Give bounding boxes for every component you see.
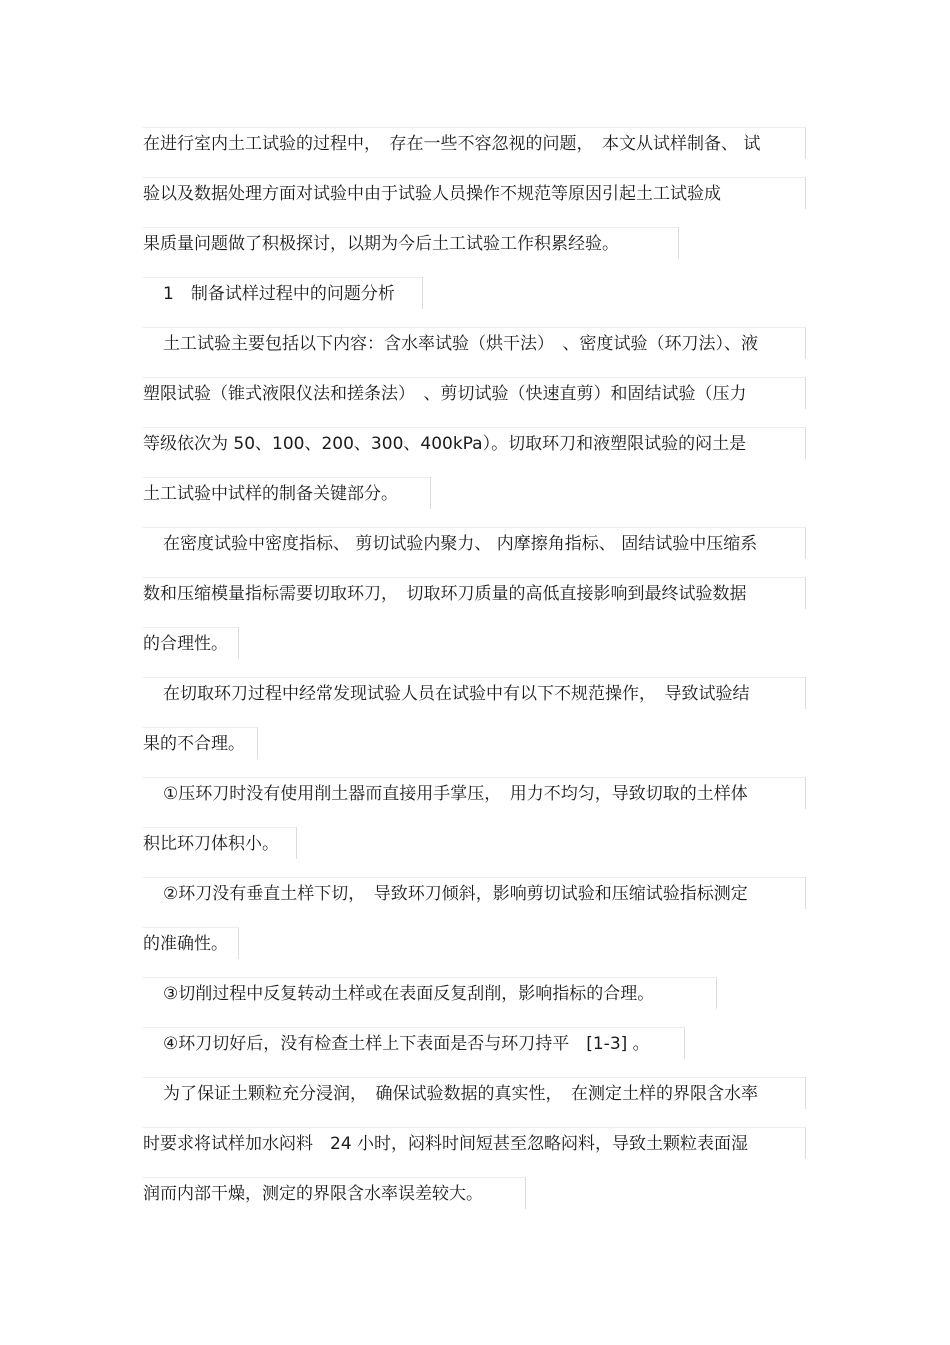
text-line-15: 积比环刀体积小。 <box>143 827 297 859</box>
text-line-16: ②环刀没有垂直土样下切， 导致环刀倾斜，影响剪切试验和压缩试验指标测定 <box>143 877 806 909</box>
text-line-6: 塑限试验（锥式液限仪法和搓条法） 、剪切试验（快速直剪）和固结试验（压力 <box>143 377 806 409</box>
text-line-21: 时要求将试样加水闷料 24 小时，闷料时间短甚至忽略闷料，导致土颗粒表面湿 <box>143 1127 806 1159</box>
text-line-8: 土工试验中试样的制备关键部分。 <box>143 477 431 509</box>
text-line-5: 土工试验主要包括以下内容：含水率试验（烘干法） 、密度试验（环刀法）、液 <box>143 327 806 359</box>
text-line-11: 的合理性。 <box>143 627 239 659</box>
text-line-18: ③切削过程中反复转动土样或在表面反复刮削，影响指标的合理。 <box>143 977 717 1009</box>
text-line-9: 在密度试验中密度指标、 剪切试验内聚力、 内摩擦角指标、 固结试验中压缩系 <box>143 527 806 559</box>
text-line-2: 验以及数据处理方面对试验中由于试验人员操作不规范等原因引起土工试验成 <box>143 177 806 209</box>
text-line-3: 果质量问题做了积极探讨，以期为今后土工试验工作积累经验。 <box>143 227 679 259</box>
text-line-14: ①压环刀时没有使用削土器而直接用手掌压， 用力不均匀，导致切取的土样体 <box>143 777 806 809</box>
section-heading-1: 1 制备试样过程中的问题分析 <box>143 277 423 309</box>
text-line-19: ④环刀切好后，没有检查土样上下表面是否与环刀持平 [1-3] 。 <box>143 1027 685 1059</box>
text-line-12: 在切取环刀过程中经常发现试验人员在试验中有以下不规范操作， 导致试验结 <box>143 677 806 709</box>
text-line-17: 的准确性。 <box>143 927 239 959</box>
text-line-7: 等级依次为 50、100、200、300、400kPa）。切取环刀和液塑限试验的闷土是 <box>143 427 806 459</box>
text-line-20: 为了保证土颗粒充分浸润， 确保试验数据的真实性， 在测定土样的界限含水率 <box>143 1077 806 1109</box>
text-line-1: 在进行室内土工试验的过程中， 存在一些不容忽视的问题， 本文从试样制备、 试 <box>143 127 806 159</box>
text-line-22: 润而内部干燥，测定的界限含水率误差较大。 <box>143 1177 526 1209</box>
text-line-10: 数和压缩模量指标需要切取环刀， 切取环刀质量的高低直接影响到最终试验数据 <box>143 577 806 609</box>
text-line-13: 果的不合理。 <box>143 727 258 759</box>
